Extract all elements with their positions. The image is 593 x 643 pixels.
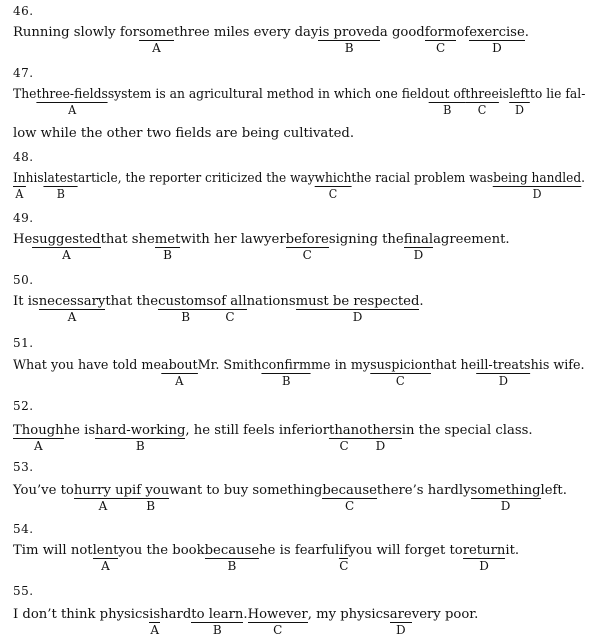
question-sentence — [13, 543, 520, 573]
underlined-option — [132, 483, 170, 513]
underlined-option — [318, 25, 380, 55]
segment-text: Tim will not — [13, 543, 93, 558]
segment-text: final — [403, 232, 434, 247]
sentence-text — [541, 483, 567, 499]
option-label: B — [56, 187, 65, 201]
segment-text: a good — [379, 25, 425, 40]
option-label: B — [282, 374, 291, 388]
question-sentence — [13, 294, 424, 324]
question-sentence — [13, 232, 510, 262]
segment-text: agreement. — [433, 232, 510, 247]
underlined-option — [261, 358, 312, 388]
segment-text: customs — [158, 294, 214, 309]
segment-text: He — [13, 232, 33, 247]
sentence-text — [431, 358, 477, 374]
sentence-text — [531, 358, 585, 374]
option-label: A — [33, 439, 43, 453]
question-sentence — [13, 483, 567, 513]
sentence-text — [78, 171, 315, 187]
question-number: 47. — [13, 66, 34, 80]
segment-text: to lie fal- — [529, 87, 586, 102]
option-label: C — [395, 374, 405, 388]
option-label: C — [302, 248, 312, 262]
underlined-option — [476, 358, 531, 388]
segment-text: about — [161, 358, 198, 373]
question-number: 46. — [13, 4, 34, 18]
segment-text: he is fearful — [259, 543, 340, 558]
segment-text: ill-treats — [476, 358, 531, 373]
segment-text: signing the — [328, 232, 404, 247]
segment-text: confirm — [261, 358, 312, 373]
option-label: A — [62, 248, 71, 262]
sentence-text — [174, 25, 318, 41]
underlined-option — [95, 423, 186, 453]
sentence-text — [348, 543, 462, 559]
segment-text: nations — [246, 294, 296, 309]
question-sentence — [13, 171, 585, 201]
underlined-option — [32, 232, 101, 262]
underlined-option — [38, 294, 106, 324]
segment-text: being handled — [493, 171, 582, 186]
option-label: D — [498, 374, 509, 388]
sentence-text — [26, 171, 44, 187]
sentence-text — [13, 543, 93, 559]
underlined-option — [285, 232, 329, 262]
sentence-text — [505, 543, 519, 559]
option-label: D — [532, 187, 542, 201]
segment-text: system is an agricultural method in which one field — [107, 87, 430, 102]
underlined-option — [465, 87, 499, 117]
segment-text: three-fields — [36, 87, 108, 102]
sentence-text — [351, 171, 493, 187]
segment-text: because — [204, 543, 260, 558]
sentence-text — [160, 607, 191, 623]
question-number: 48. — [13, 150, 34, 164]
sentence-text — [259, 543, 339, 559]
question-number: 54. — [13, 522, 34, 536]
underlined-option — [295, 294, 420, 324]
option-label: C — [339, 439, 349, 453]
option-label: A — [150, 623, 160, 637]
segment-text: latest — [43, 171, 79, 186]
segment-text: is proved — [318, 25, 380, 40]
underlined-option — [429, 87, 466, 117]
segment-text: three — [465, 87, 499, 102]
underlined-option — [329, 423, 360, 453]
segment-text: of all — [213, 294, 247, 309]
option-label: C — [339, 559, 349, 573]
option-label: C — [225, 310, 235, 324]
sentence-text — [13, 483, 74, 499]
segment-text: out of — [429, 87, 466, 102]
sentence-text — [530, 87, 585, 103]
segment-text: hard-working — [95, 423, 186, 438]
option-label: D — [500, 499, 511, 513]
sentence-text — [412, 607, 479, 623]
underlined-option — [424, 25, 457, 55]
sentence-text — [101, 232, 155, 248]
segment-text: that he — [430, 358, 477, 373]
segment-text: his — [25, 171, 44, 186]
option-label: A — [15, 187, 24, 201]
segment-text: Running slowly for — [13, 25, 139, 40]
sentence-text — [402, 423, 533, 439]
option-label: A — [67, 310, 77, 324]
segment-text: some — [138, 25, 174, 40]
sentence-text — [380, 25, 425, 41]
segment-text: . — [419, 294, 424, 309]
underlined-option — [470, 483, 541, 513]
segment-text: is — [498, 87, 510, 102]
segment-text: return — [462, 543, 506, 558]
sentence-text — [499, 87, 509, 103]
sentence-text — [433, 232, 510, 248]
question-sentence — [13, 87, 586, 117]
segment-text: to learn — [191, 607, 244, 622]
sentence-text — [198, 358, 262, 374]
segment-text: his wife. — [530, 358, 585, 373]
sentence-text — [13, 358, 161, 374]
segment-text: lent — [92, 543, 119, 558]
option-label: B — [146, 499, 156, 513]
sentence-text — [13, 232, 32, 248]
underlined-option — [509, 87, 530, 117]
segment-text: left. — [540, 483, 567, 498]
segment-text: others — [359, 423, 402, 438]
option-label: B — [344, 41, 354, 55]
segment-text: of — [456, 25, 470, 40]
segment-text: you will forget to — [348, 543, 463, 558]
underlined-option — [403, 232, 434, 262]
underlined-option — [138, 25, 174, 55]
segment-text: It is — [13, 294, 39, 309]
underlined-option — [213, 294, 247, 324]
underlined-option — [149, 607, 161, 637]
segment-text: met — [154, 232, 181, 247]
sentence-text — [419, 294, 423, 310]
option-label: A — [98, 499, 108, 513]
sentence-text — [105, 294, 158, 310]
option-label: D — [492, 41, 502, 55]
question-sentence — [13, 423, 533, 453]
option-label: C — [328, 187, 338, 201]
segment-text: with her lawyer — [180, 232, 286, 247]
segment-text: What you have told me — [13, 358, 162, 373]
segment-text: article, the reporter criticized the way — [78, 171, 315, 186]
segment-text: before — [285, 232, 329, 247]
segment-text: if — [339, 543, 349, 558]
option-label: D — [395, 623, 406, 637]
underlined-option — [370, 358, 431, 388]
sentence-text — [581, 171, 585, 187]
option-label: B — [212, 623, 222, 637]
segment-text: it. — [505, 543, 520, 558]
sentence-text — [180, 232, 285, 248]
segment-text: is — [149, 607, 161, 622]
sentence-text — [456, 25, 469, 41]
segment-text: that she — [100, 232, 155, 247]
underlined-option — [462, 543, 506, 573]
segment-text: because — [322, 483, 377, 498]
segment-text: exercise — [469, 25, 525, 40]
option-label: D — [352, 310, 363, 324]
option-label: C — [345, 499, 355, 513]
underlined-option — [389, 607, 412, 637]
segment-text: want to buy something — [169, 483, 323, 498]
segment-text: three miles every day — [173, 25, 319, 40]
question-number: 55. — [13, 584, 34, 598]
underlined-option — [359, 423, 402, 453]
underlined-option — [43, 171, 79, 201]
segment-text: Though — [13, 423, 64, 438]
sentence-text — [108, 87, 429, 103]
sentence-text — [308, 607, 390, 623]
underlined-option — [92, 543, 119, 573]
option-label: A — [101, 559, 110, 573]
option-label: D — [479, 559, 489, 573]
question-number: 51. — [13, 336, 34, 350]
underlined-option — [247, 607, 308, 637]
question-number: 49. — [13, 211, 34, 225]
segment-text: hard — [160, 607, 192, 622]
underlined-option — [322, 483, 377, 513]
option-label: D — [375, 439, 386, 453]
segment-text: suspicion — [370, 358, 431, 373]
option-label: A — [152, 41, 161, 55]
option-label: A — [68, 103, 77, 117]
underlined-option — [191, 607, 244, 637]
underlined-option — [36, 87, 108, 117]
sentence-text — [329, 232, 404, 248]
question-sentence — [13, 358, 585, 388]
sentence-continuation: low while the other two fields are being cultivated. — [13, 126, 355, 141]
segment-text: suggested — [32, 232, 101, 247]
sentence-text — [13, 607, 149, 623]
option-label: C — [477, 103, 487, 117]
segment-text: there’s hardly — [376, 483, 471, 498]
question-sentence — [13, 607, 479, 637]
underlined-option — [493, 171, 582, 201]
question-number: 52. — [13, 399, 34, 413]
segment-text: if you — [132, 483, 170, 498]
sentence-text — [13, 294, 39, 310]
sentence-text — [525, 25, 529, 41]
segment-text: in the special class. — [401, 423, 533, 438]
segment-text: he is — [63, 423, 96, 438]
underlined-option — [158, 294, 214, 324]
underlined-option — [469, 25, 525, 55]
segment-text: which — [314, 171, 352, 186]
segment-text: The — [13, 87, 37, 102]
sentence-text — [13, 25, 139, 41]
segment-text: the racial problem was — [351, 171, 494, 186]
option-label: C — [273, 623, 283, 637]
underlined-option — [13, 171, 26, 201]
sentence-text — [118, 543, 204, 559]
segment-text: , he still feels inferior — [185, 423, 330, 438]
option-label: D — [514, 103, 524, 117]
option-label: B — [135, 439, 145, 453]
segment-text: form — [424, 25, 457, 40]
sentence-text — [13, 87, 36, 103]
sentence-text — [64, 423, 95, 439]
sentence-text — [311, 358, 370, 374]
segment-text: necessary — [38, 294, 106, 309]
underlined-option — [314, 171, 352, 201]
segment-text: me in my — [311, 358, 371, 373]
underlined-option — [13, 423, 64, 453]
sentence-text — [247, 294, 296, 310]
option-label: C — [435, 41, 446, 55]
sentence-text — [185, 423, 329, 439]
segment-text: In — [13, 171, 26, 186]
segment-text: something — [470, 483, 541, 498]
sentence-text — [169, 483, 322, 499]
segment-text: must be respected — [295, 294, 420, 309]
segment-text: . — [524, 25, 529, 40]
underlined-option — [161, 358, 198, 388]
segment-text: Mr. Smith — [197, 358, 262, 373]
underlined-option — [73, 483, 133, 513]
sentence-text — [377, 483, 471, 499]
option-label: B — [181, 310, 191, 324]
segment-text: hurry up — [73, 483, 133, 498]
question-number: 50. — [13, 273, 34, 287]
question-number: 53. — [13, 460, 34, 474]
segment-text: are — [389, 607, 412, 622]
segment-text: You’ve to — [13, 483, 74, 498]
option-label: A — [175, 374, 184, 388]
option-label: B — [227, 559, 237, 573]
segment-text: very poor. — [411, 607, 479, 622]
segment-text: . — [581, 171, 585, 186]
segment-text: However — [247, 607, 308, 622]
segment-text: , my physics — [307, 607, 390, 622]
segment-text: you the book — [118, 543, 205, 558]
segment-text: . — [243, 607, 248, 622]
segment-text: left — [509, 87, 530, 102]
option-label: B — [443, 103, 452, 117]
underlined-option — [204, 543, 260, 573]
option-label: B — [163, 248, 173, 262]
segment-text: that the — [105, 294, 159, 309]
segment-text: I don’t think physics — [13, 607, 150, 622]
underlined-option — [154, 232, 181, 262]
question-sentence — [13, 25, 529, 55]
option-label: D — [413, 248, 424, 262]
segment-text: than — [329, 423, 360, 438]
